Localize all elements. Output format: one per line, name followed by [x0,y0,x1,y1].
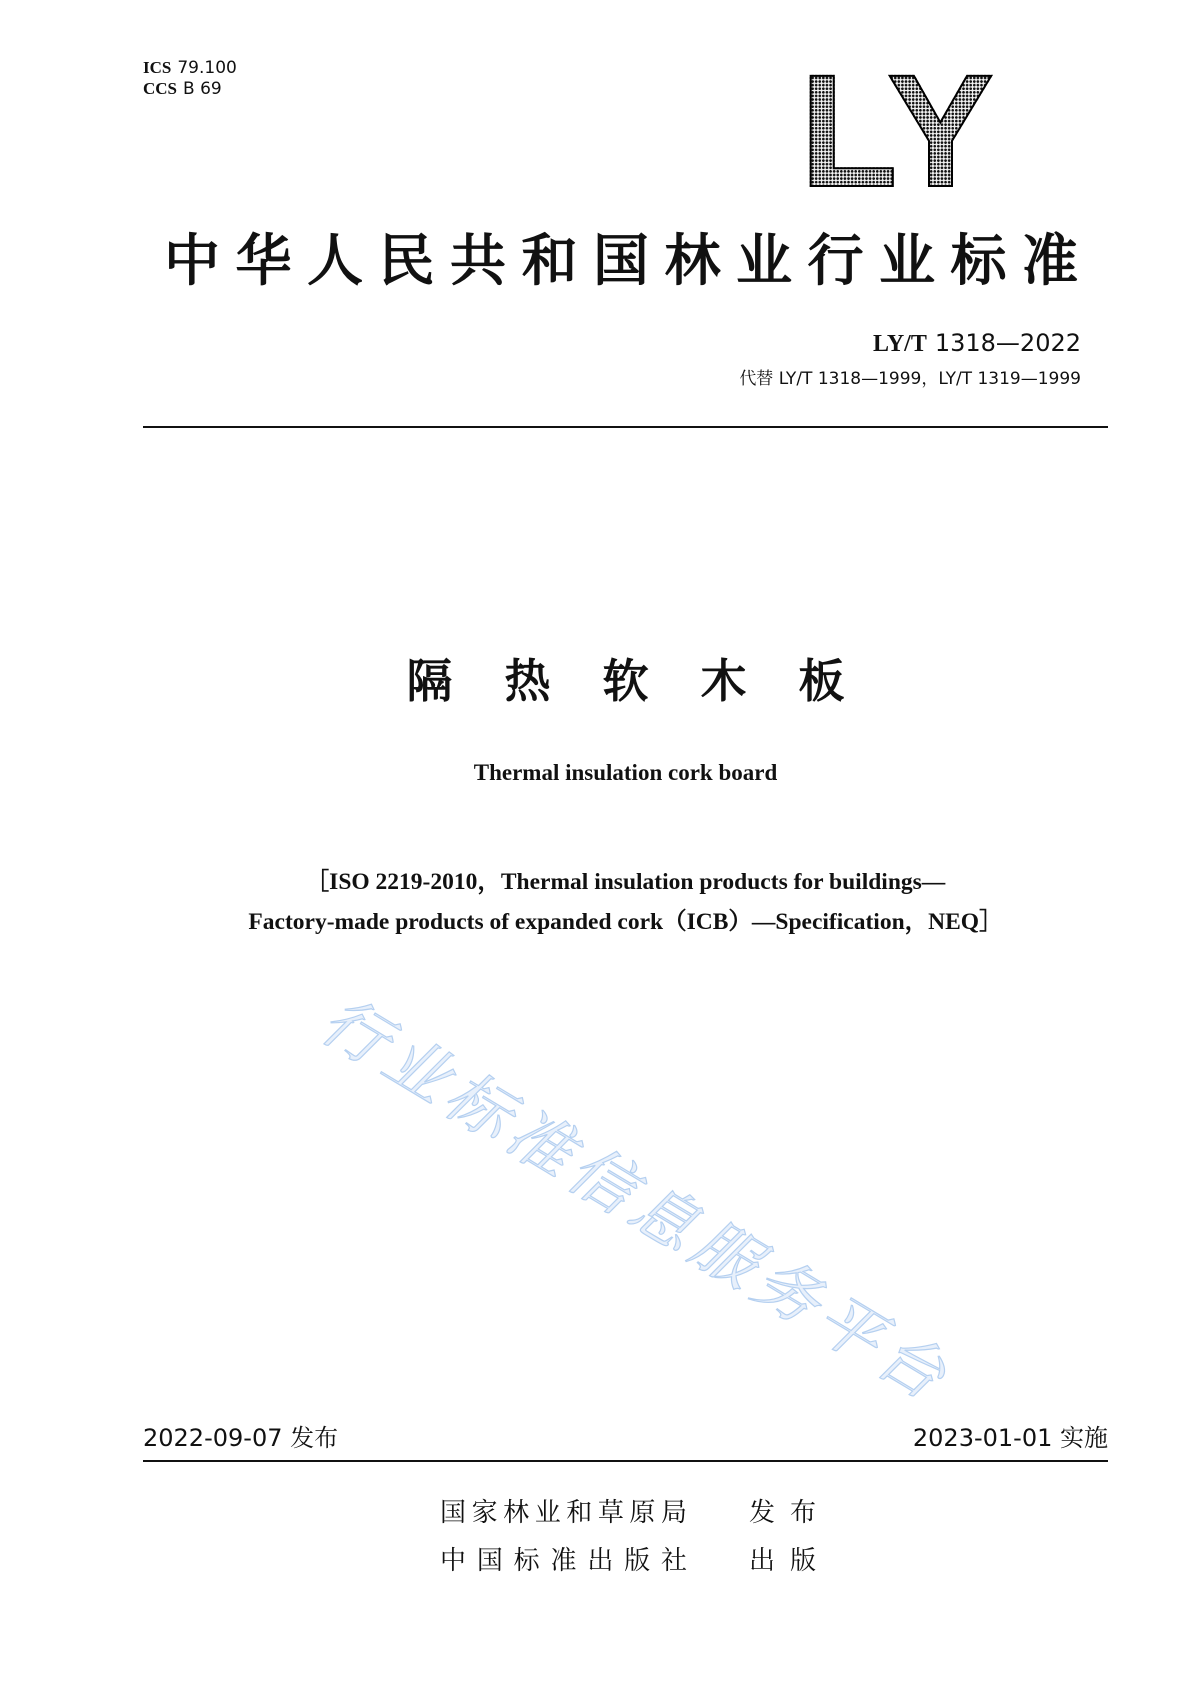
standard-number-prefix: LY/T [873,331,927,357]
document-title-cn: 隔 热 软 木 板 [406,654,863,708]
document-title-en: Thermal insulation cork board [473,760,778,785]
footer-divider [143,1460,1108,1462]
ics-label: ICS [143,58,172,77]
issuer-org: 国家林业和草原局 [440,1498,687,1528]
standard-number-digits: 1318—2022 [934,329,1081,357]
adoption-line-1: ［ISO 2219-2010，Thermal insulation products for buildings— [305,869,946,895]
issuer-action: 发 布 [749,1498,816,1528]
header-divider [143,426,1108,428]
ly-logo: LY [800,41,998,220]
implement-date: 2023-01-01 实施 [912,1424,1108,1452]
ccs-code [143,79,222,99]
issuer-row-press [440,1546,816,1576]
ccs-value: B 69 [183,79,222,99]
adoption-line-2: Factory-made products of expanded cork（ICB）—Specification，NEQ］ [248,909,1003,935]
standard-category-heading: 中华人民共和国林业行业标准 [164,229,1094,294]
publish-date: 2022-09-07 发布 [143,1424,339,1452]
issuer-action: 出 版 [749,1546,816,1576]
ics-value: 79.100 [177,58,237,78]
issuer-org: 中国标准出版社 [440,1546,687,1576]
replaces-note: 代替 LY/T 1318—1999，LY/T 1319—1999 [739,369,1081,389]
watermark: 行业标准信息服务平台 [308,983,964,1419]
issuer-row-publisher [440,1498,816,1528]
ccs-label: CCS [143,79,178,98]
standard-number [873,329,1081,358]
ics-code [143,58,237,78]
